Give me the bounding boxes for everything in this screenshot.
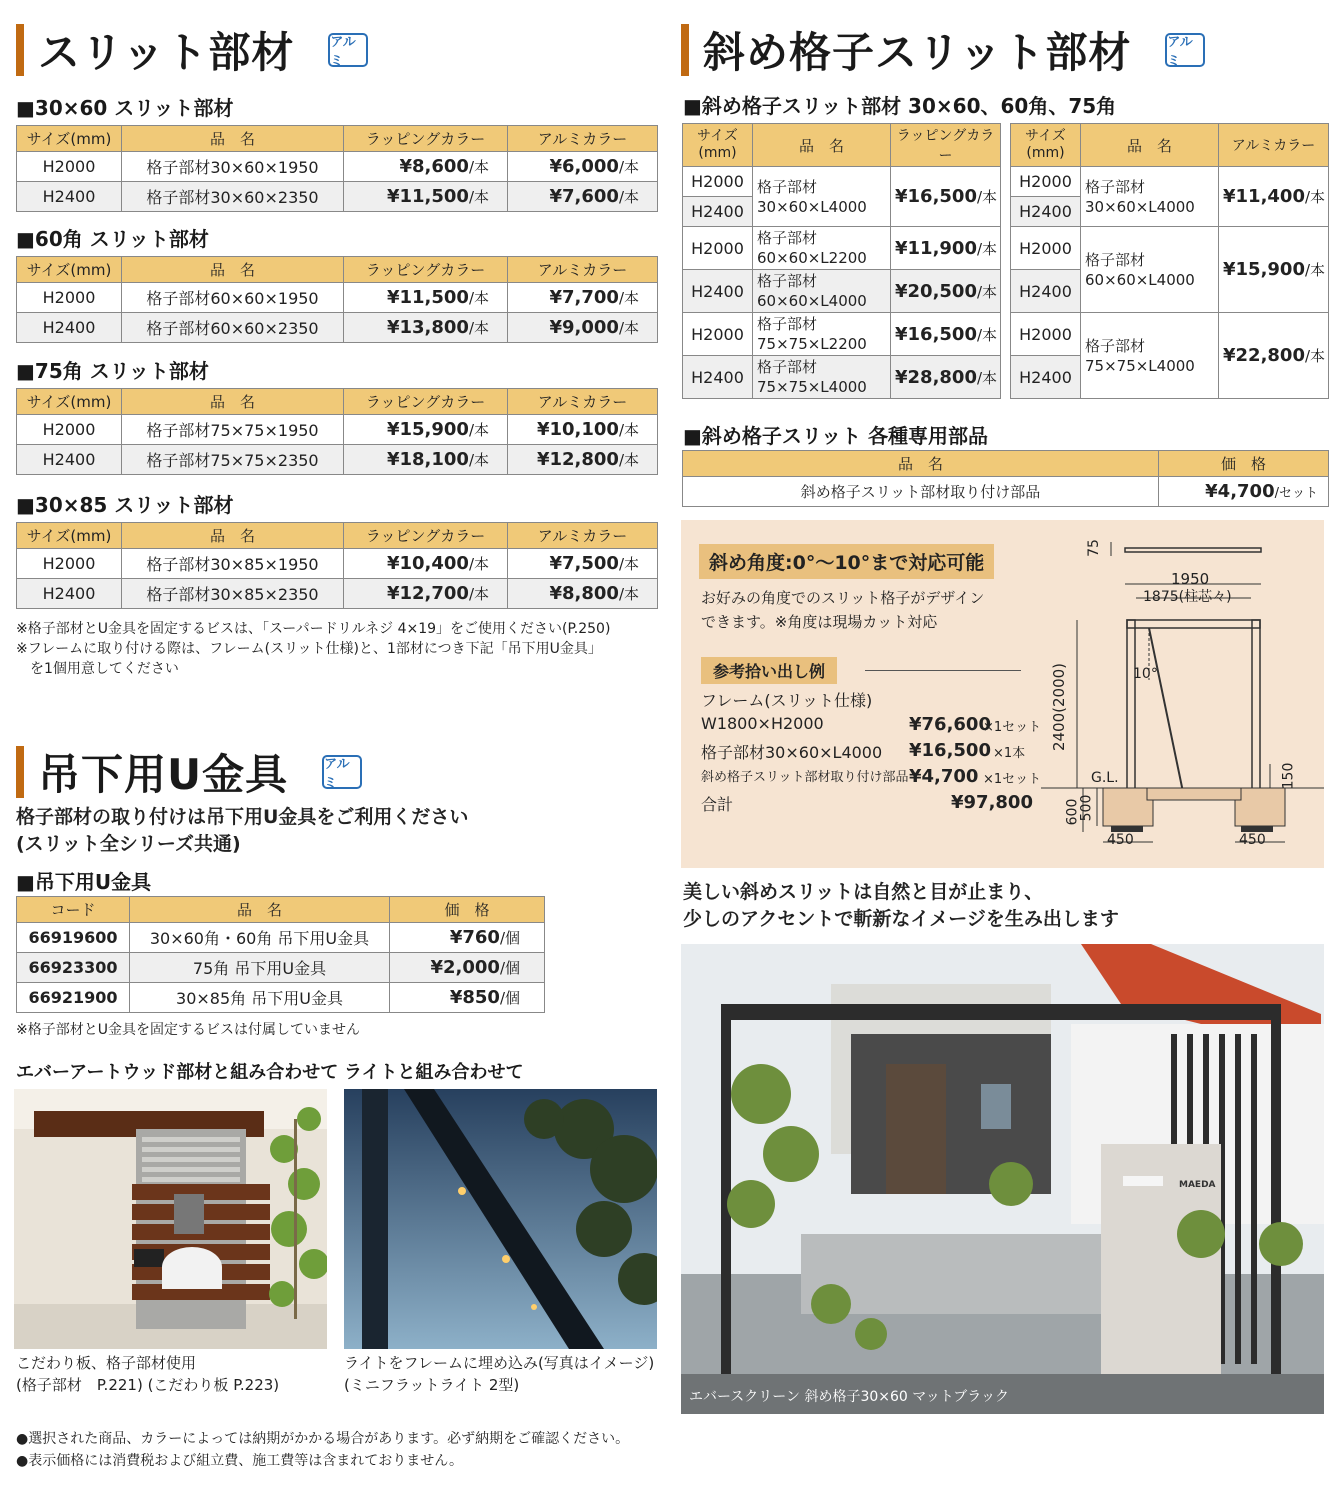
note-frame-cont: を1個用意してください	[16, 661, 179, 677]
price-value: ¥13,800	[386, 317, 469, 338]
aluminum-badge-icon: アルミ	[1165, 33, 1205, 67]
col-size: サイズ(mm)	[17, 523, 122, 549]
code-cell: 66921900	[17, 983, 130, 1013]
example-item: フレーム(スリット仕様)	[701, 691, 873, 710]
table-row	[17, 445, 658, 475]
col-price: 価 格	[390, 897, 545, 923]
price-value: ¥12,700	[386, 583, 469, 604]
angle-panel	[681, 520, 1324, 868]
ubracket-desc-line2: (スリット全シリーズ共通)	[16, 833, 241, 855]
dim-1875: 1875(柱芯々)	[1143, 589, 1232, 605]
size-cell: H2400	[17, 445, 122, 475]
parts-table	[682, 450, 1329, 507]
product-name-cell: 格子部材30×85×1950	[122, 549, 344, 579]
dim-450-right: 450	[1239, 832, 1266, 848]
aluminum-badge-icon: アルミ	[328, 33, 368, 67]
price-cell	[891, 270, 1001, 313]
size-cell: H2000	[1011, 167, 1081, 197]
price-unit: /本	[976, 282, 998, 301]
price-value: ¥2,000	[430, 957, 500, 978]
price-value: ¥11,500	[386, 287, 469, 308]
example-qty: ×1セット	[983, 720, 1042, 735]
slit-title: スリット部材	[38, 28, 295, 77]
table-row	[1011, 313, 1329, 356]
price-cell	[508, 182, 658, 212]
price-cell	[390, 923, 545, 953]
price-value: ¥10,100	[536, 419, 619, 440]
product-name-cell: 格子部材75×75×2350	[122, 445, 344, 475]
nameplate-text: MAEDA	[1179, 1180, 1216, 1190]
diagonal-subtitle: ■斜め格子スリット部材 30×60、60角、75角	[683, 94, 1117, 118]
price-cell	[344, 313, 508, 343]
example-qty: ×1本	[993, 746, 1026, 761]
price-unit: /本	[1304, 188, 1326, 206]
table-row	[17, 152, 658, 182]
size-cell: H2000	[1011, 313, 1081, 356]
table-row	[683, 356, 1001, 399]
product-name-cell: 格子部材 60×60×L2200	[753, 227, 891, 270]
note-screw: ※格子部材とU金具を固定するビスは、「スーパードリルネジ 4×19」をご使用ください(P.250)	[16, 621, 611, 637]
table-row	[683, 313, 1001, 356]
price-unit: /本	[468, 421, 489, 439]
slit-price-table	[16, 388, 658, 475]
size-cell: H2400	[1011, 197, 1081, 227]
price-value: ¥8,600	[399, 156, 469, 177]
price-value: ¥15,900	[386, 419, 469, 440]
product-name-cell: 格子部材60×60×2350	[122, 313, 344, 343]
price-cell	[508, 579, 658, 609]
diagonal-alum-table	[1010, 123, 1329, 399]
table-row	[1011, 227, 1329, 270]
price-value: ¥7,700	[549, 287, 619, 308]
price-cell	[508, 415, 658, 445]
size-cell: H2400	[683, 270, 753, 313]
col-price: 価 格	[1159, 451, 1329, 477]
slogan	[683, 879, 1119, 933]
ubracket-table	[16, 896, 545, 1013]
main-photo-caption: エバースクリーン 斜め格子30×60 マットブラック	[689, 1389, 1010, 1405]
size-cell: H2400	[683, 356, 753, 399]
heading-accent-bar	[16, 24, 24, 76]
col-wrap-color: ラッピングカラー	[891, 124, 1001, 167]
price-cell	[508, 549, 658, 579]
price-value: ¥6,000	[549, 156, 619, 177]
price-value: ¥11,500	[386, 186, 469, 207]
angle-desc	[701, 586, 984, 634]
size-cell: H2400	[17, 579, 122, 609]
slit-group-title: ■30×85 スリット部材	[16, 493, 234, 517]
diagonal-heading	[681, 20, 1205, 80]
heading-accent-bar	[16, 746, 24, 798]
price-cell	[390, 953, 545, 983]
photo-a-caption-line2: (格子部材 P.221) (こだわり板 P.223)	[16, 1376, 280, 1394]
ubracket-desc	[16, 804, 468, 858]
price-cell	[1219, 167, 1329, 227]
photo-b-caption-line1: ライトをフレームに埋め込み(写真はイメージ)	[344, 1354, 655, 1372]
photo-a-caption-line1: こだわり板、格子部材使用	[16, 1354, 197, 1372]
price-unit: /本	[468, 319, 489, 337]
footer-note-tax: ●表示価格には消費税および組立費、施工費等は含まれておりません。	[16, 1453, 464, 1469]
product-name-cell: 格子部材 60×60×L4000	[753, 270, 891, 313]
price-cell	[508, 283, 658, 313]
main-photo-image	[681, 944, 1324, 1414]
example-line	[701, 740, 1033, 764]
example-item: W1800×H2000	[701, 714, 824, 733]
price-cell	[344, 152, 508, 182]
size-cell: H2000	[17, 152, 122, 182]
product-name-cell: 格子部材30×60×1950	[122, 152, 344, 182]
product-name-cell: 格子部材60×60×1950	[122, 283, 344, 313]
col-size: サイズ (mm)	[1011, 124, 1081, 167]
col-alum-color: アルミカラー	[508, 389, 658, 415]
product-name-cell: 格子部材 75×75×L2200	[753, 313, 891, 356]
col-alum-color: アルミカラー	[508, 257, 658, 283]
table-row	[17, 953, 545, 983]
dim-1950: 1950	[1171, 570, 1210, 588]
example-price: ¥97,800	[951, 792, 1033, 813]
price-unit: /本	[618, 158, 639, 176]
aluminum-badge-icon: アルミ	[322, 755, 362, 789]
ubracket-note: ※格子部材とU金具を固定するビスは付属していません	[16, 1022, 360, 1038]
product-name-cell: 格子部材 75×75×L4000	[753, 356, 891, 399]
size-cell: H2000	[17, 549, 122, 579]
table-row	[17, 923, 545, 953]
dim-600: 600	[1064, 798, 1081, 826]
price-value: ¥760	[449, 927, 500, 948]
price-value: ¥12,800	[536, 449, 619, 470]
price-cell	[1219, 313, 1329, 399]
price-unit: /個	[499, 989, 520, 1007]
col-wrap-color: ラッピングカラー	[344, 389, 508, 415]
photo-a-caption	[16, 1352, 279, 1396]
col-size: サイズ (mm)	[683, 124, 753, 167]
size-cell: H2000	[1011, 227, 1081, 270]
price-unit: /個	[499, 929, 520, 947]
table-row	[683, 270, 1001, 313]
dim-150: 150	[1280, 762, 1297, 790]
photo-a-title: エバーアートウッド部材と組み合わせて	[16, 1062, 339, 1083]
slit-price-table	[16, 125, 658, 212]
price-cell	[344, 415, 508, 445]
product-name-cell: 30×60角・60角 吊下用U金具	[130, 923, 390, 953]
slit-group-title: ■60角 スリット部材	[16, 227, 209, 251]
ubracket-title: 吊下用U金具	[38, 750, 289, 799]
diagonal-title: 斜め格子スリット部材	[703, 28, 1132, 77]
product-name-cell: 格子部材 75×75×L4000	[1081, 313, 1219, 399]
angle-desc-line2: できます。※角度は現場カット対応	[701, 613, 938, 631]
price-unit: /本	[976, 368, 998, 387]
price-unit: /本	[468, 289, 489, 307]
size-cell: H2400	[1011, 356, 1081, 399]
size-cell: H2000	[683, 227, 753, 270]
table-row	[17, 313, 658, 343]
table-row	[1011, 167, 1329, 197]
price-unit: /本	[976, 325, 998, 344]
size-cell: H2000	[17, 283, 122, 313]
price-value: ¥22,800	[1223, 345, 1305, 366]
price-cell	[891, 167, 1001, 227]
price-cell	[891, 227, 1001, 270]
example-price: ¥16,500	[909, 740, 991, 761]
example-line	[701, 688, 1033, 712]
code-cell: 66923300	[17, 953, 130, 983]
product-name-cell: 75角 吊下用U金具	[130, 953, 390, 983]
price-value: ¥850	[449, 987, 500, 1008]
price-cell	[508, 313, 658, 343]
price-cell	[344, 283, 508, 313]
price-unit: /本	[468, 585, 489, 603]
col-name: 品 名	[130, 897, 390, 923]
slit-group-title: ■75角 スリット部材	[16, 359, 209, 383]
price-value: ¥28,800	[895, 366, 977, 388]
product-name-cell: 格子部材30×60×2350	[122, 182, 344, 212]
price-value: ¥11,900	[895, 237, 977, 259]
product-name-cell: 30×85角 吊下用U金具	[130, 983, 390, 1013]
dim-10-deg: 10°	[1133, 666, 1158, 682]
price-unit: /本	[1304, 261, 1326, 279]
col-size: サイズ(mm)	[17, 126, 122, 152]
col-size: サイズ(mm)	[17, 257, 122, 283]
product-name-cell: 格子部材 60×60×L4000	[1081, 227, 1219, 313]
slogan-line1: 美しい斜めスリットは自然と目が止まり、	[683, 881, 1044, 903]
price-unit: /本	[976, 239, 998, 258]
size-cell: H2000	[683, 167, 753, 197]
price-value: ¥16,500	[895, 323, 977, 345]
ubracket-heading	[16, 742, 362, 802]
price-value: ¥8,800	[549, 583, 619, 604]
example-qty: ×1セット	[983, 772, 1042, 787]
price-cell	[508, 445, 658, 475]
price-cell	[891, 356, 1001, 399]
footer-notes	[16, 1428, 629, 1472]
example-rule	[865, 670, 1021, 671]
price-unit: /本	[618, 451, 639, 469]
col-alum-color: アルミカラー	[508, 523, 658, 549]
heading-accent-bar	[681, 24, 689, 76]
dim-450-left: 450	[1107, 832, 1134, 848]
price-cell	[891, 313, 1001, 356]
col-name: 品 名	[683, 451, 1159, 477]
price-unit: /本	[468, 188, 489, 206]
price-unit: /本	[468, 555, 489, 573]
price-cell	[344, 445, 508, 475]
dim-2400: 2400(2000)	[1050, 662, 1069, 752]
parts-price-cell	[1159, 477, 1329, 507]
price-value: ¥7,500	[549, 553, 619, 574]
dim-500: 500	[1078, 794, 1095, 822]
example-line	[701, 714, 1042, 738]
price-unit: /個	[499, 959, 520, 977]
price-unit: /本	[618, 555, 639, 573]
table-row	[17, 983, 545, 1013]
example-item: 格子部材30×60×L4000	[701, 743, 883, 762]
diagonal-wrap-table	[682, 123, 1001, 399]
col-wrap-color: ラッピングカラー	[344, 126, 508, 152]
ground-level-label: G.L.	[1091, 770, 1119, 786]
table-row	[17, 549, 658, 579]
price-value: ¥11,400	[1223, 186, 1305, 207]
price-cell	[344, 579, 508, 609]
photo-woodpanel-image	[14, 1089, 327, 1349]
parts-unit: /セット	[1274, 486, 1318, 501]
example-item: 斜め格子スリット部材取り付け部品	[701, 770, 909, 785]
slit-group-title: ■30×60 スリット部材	[16, 96, 234, 120]
example-title: 参考拾い出し例	[701, 657, 837, 684]
code-cell: 66919600	[17, 923, 130, 953]
col-name: 品 名	[122, 257, 344, 283]
ubracket-desc-line1: 格子部材の取り付けは吊下用U金具をご利用ください	[16, 806, 469, 828]
price-value: ¥10,400	[386, 553, 469, 574]
col-alum-color: アルミカラー	[1219, 124, 1329, 167]
parts-subtitle: ■斜め格子スリット 各種専用部品	[683, 424, 989, 448]
price-unit: /本	[618, 319, 639, 337]
example-line	[701, 792, 1033, 816]
example-price: ¥76,600	[909, 714, 991, 735]
price-value: ¥15,900	[1223, 259, 1305, 280]
size-cell: H2000	[683, 313, 753, 356]
table-row	[17, 182, 658, 212]
angle-desc-line1: お好みの角度でのスリット格子がデザイン	[701, 589, 985, 607]
price-unit: /本	[618, 289, 639, 307]
dim-75: 75	[1085, 539, 1102, 557]
photo-b-title: ライトと組み合わせて	[344, 1062, 524, 1083]
product-name-cell: 格子部材 30×60×L4000	[1081, 167, 1219, 227]
photo-b-caption	[344, 1352, 654, 1396]
product-name-cell: 格子部材30×85×2350	[122, 579, 344, 609]
photo-light-image	[344, 1089, 657, 1349]
table-row	[683, 227, 1001, 270]
price-unit: /本	[618, 188, 639, 206]
note-frame: ※フレームに取り付ける際は、フレーム(スリット仕様)と、1部材につき下記「吊下用U金具」	[16, 641, 602, 657]
size-cell: H2400	[17, 313, 122, 343]
size-cell: H2400	[683, 197, 753, 227]
price-value: ¥18,100	[386, 449, 469, 470]
price-unit: /本	[468, 451, 489, 469]
table-row	[17, 579, 658, 609]
price-cell	[508, 152, 658, 182]
col-name: 品 名	[122, 523, 344, 549]
price-unit: /本	[468, 158, 489, 176]
col-size: サイズ(mm)	[17, 389, 122, 415]
ubracket-subtitle: ■吊下用U金具	[16, 870, 152, 894]
col-code: コード	[17, 897, 130, 923]
price-unit: /本	[618, 421, 639, 439]
price-cell	[344, 549, 508, 579]
price-cell	[1219, 227, 1329, 313]
col-name: 品 名	[122, 126, 344, 152]
col-name: 品 名	[753, 124, 891, 167]
price-unit: /本	[1304, 347, 1326, 365]
price-value: ¥16,500	[895, 186, 977, 207]
footer-note-lead-time: ●選択された商品、カラーによっては納期がかかる場合があります。必ず納期をご確認ください。	[16, 1431, 630, 1447]
slit-heading	[16, 20, 368, 80]
parts-name: 斜め格子スリット部材取り付け部品	[683, 477, 1159, 507]
price-value: ¥20,500	[895, 280, 977, 302]
col-wrap-color: ラッピングカラー	[344, 523, 508, 549]
example-line	[701, 766, 1042, 790]
slit-price-table	[16, 256, 658, 343]
price-value: ¥7,600	[549, 186, 619, 207]
size-cell: H2400	[1011, 270, 1081, 313]
slogan-line2: 少しのアクセントで斬新なイメージを生み出します	[683, 908, 1119, 930]
price-cell	[344, 182, 508, 212]
size-cell: H2400	[17, 182, 122, 212]
table-row	[17, 415, 658, 445]
product-name-cell: 格子部材 30×60×L4000	[753, 167, 891, 227]
price-unit: /本	[618, 585, 639, 603]
product-name-cell: 格子部材75×75×1950	[122, 415, 344, 445]
price-cell	[390, 983, 545, 1013]
angle-title: 斜め角度:0°～10°まで対応可能	[699, 544, 994, 579]
example-item: 合計	[701, 795, 734, 814]
parts-price: ¥4,700	[1205, 481, 1275, 502]
col-wrap-color: ラッピングカラー	[344, 257, 508, 283]
col-name: 品 名	[122, 389, 344, 415]
photo-b-caption-line2: (ミニフラットライト 2型)	[344, 1376, 520, 1394]
price-value: ¥9,000	[549, 317, 619, 338]
col-name: 品 名	[1081, 124, 1219, 167]
table-row	[17, 283, 658, 313]
price-unit: /本	[976, 188, 998, 206]
size-cell: H2000	[17, 415, 122, 445]
col-alum-color: アルミカラー	[508, 126, 658, 152]
slit-price-table	[16, 522, 658, 609]
example-price: ¥4,700	[909, 766, 979, 787]
slit-notes	[16, 619, 666, 679]
